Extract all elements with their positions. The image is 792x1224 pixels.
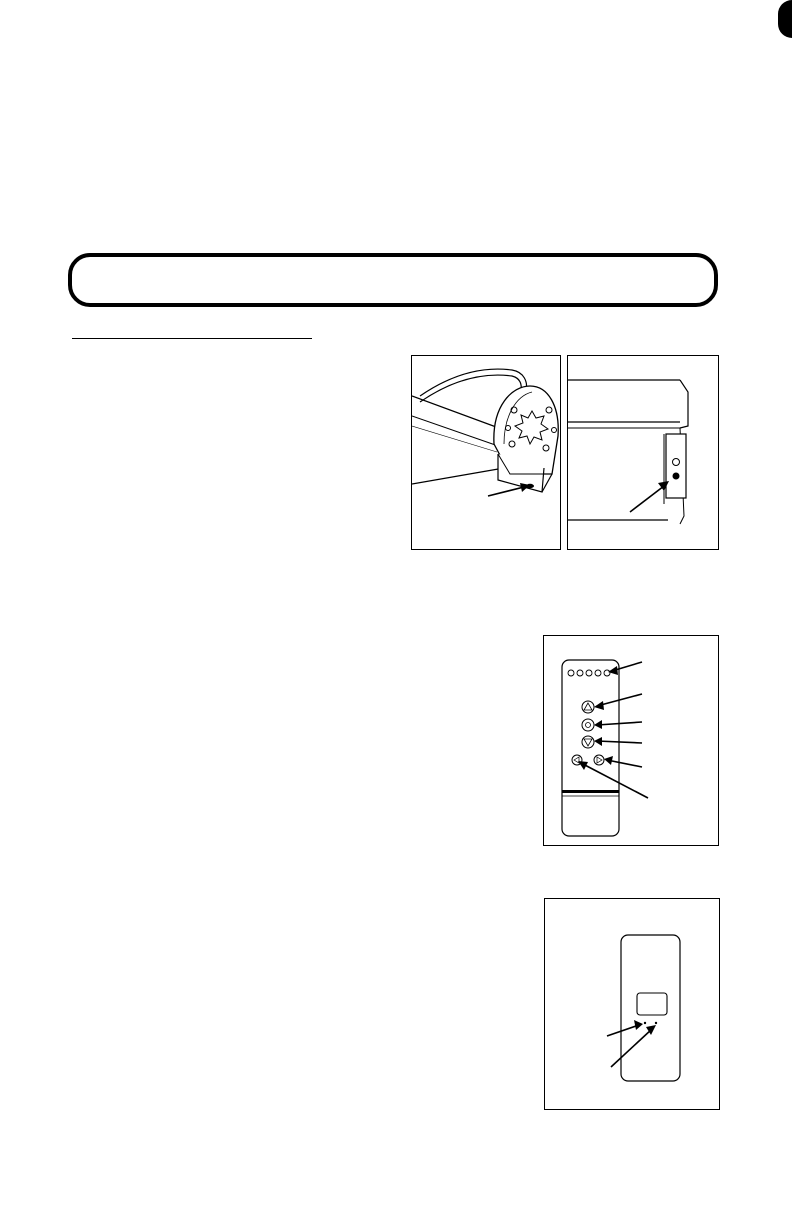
remote-front-illustration [544, 636, 717, 844]
figure-motor-head [411, 355, 561, 550]
motor-head-illustration [412, 356, 559, 548]
section-title-bar [68, 253, 718, 307]
figure-remote-back [544, 898, 720, 1110]
subheading-underline [72, 338, 312, 339]
figure-remote-front [543, 635, 719, 846]
section-title [72, 257, 714, 303]
remote-back-illustration [545, 899, 718, 1108]
motor-end-illustration [568, 356, 717, 548]
page-edge-tab [778, 0, 792, 38]
figure-motor-end [567, 355, 719, 550]
